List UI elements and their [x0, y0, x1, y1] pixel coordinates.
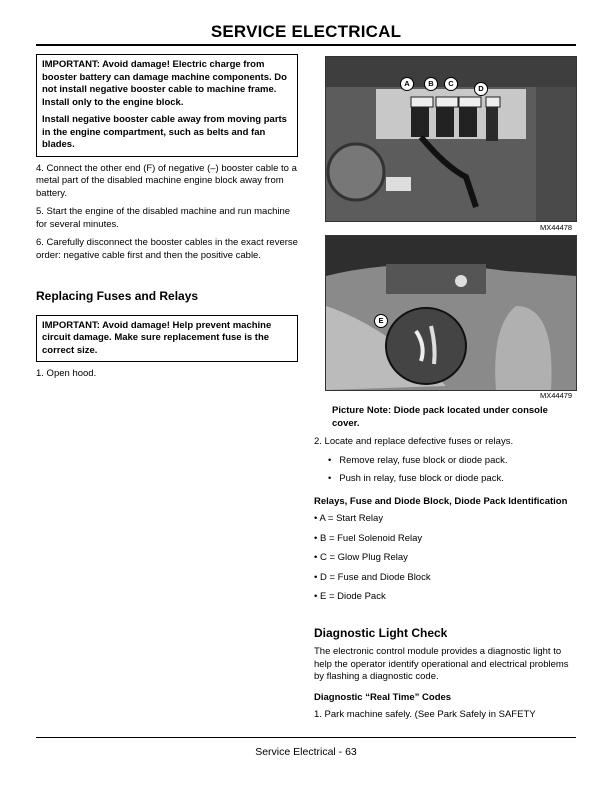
diode-photo — [325, 235, 577, 391]
step-4: 4. Connect the other end (F) of negative (–) booster cable to a metal part of the disabled machine engine block away from battery. — [36, 162, 297, 199]
photo2-caption: MX44479 — [540, 391, 573, 400]
diagnostic-heading: Diagnostic Light Check — [314, 625, 448, 640]
diode-photo-illustration — [326, 236, 576, 390]
callout-a: A — [400, 77, 414, 91]
footer-rule — [36, 737, 576, 738]
right-text-column — [314, 405, 576, 728]
step-6: 6. Carefully disconnect the booster cables in the exact reverse order: negative cable first and then the positive cable. — [36, 237, 298, 261]
relay-photo — [325, 56, 577, 222]
sub-bullet-2: • Push in relay, fuse block or diode pack. — [328, 473, 504, 484]
section-heading-fuses: Replacing Fuses and Relays — [36, 289, 199, 303]
identification-list — [314, 513, 576, 604]
callout-d: D — [474, 82, 488, 96]
diagnostic-text: The electronic control module provides a diagnostic light to help the operator identify operational and electrical problems by flashing a diagnostic code. — [314, 646, 569, 682]
step-1-open-hood: 1. Open hood. — [36, 368, 97, 379]
sub-bullet-1: • Remove relay, fuse block or diode pack. — [328, 454, 508, 466]
header-rule — [36, 44, 576, 46]
step-5: 5. Start the engine of the disabled machine and run machine for several minutes. — [36, 206, 291, 230]
important-text-2: Install negative booster cable away from moving parts in the engine compartment, such as belts and fan blades. — [42, 114, 287, 150]
important-box-booster — [36, 54, 298, 157]
codes-step-1: 1. Park machine safely. (See Park Safely in SAFETY — [314, 709, 536, 720]
list-item: • B = Fuel Solenoid Relay — [314, 532, 423, 544]
callout-c: C — [444, 77, 458, 91]
callout-b: B — [424, 77, 438, 91]
list-item: • E = Diode Pack — [314, 591, 386, 602]
photo1-caption: MX44478 — [540, 223, 573, 232]
callout-e: E — [374, 314, 388, 328]
codes-heading: Diagnostic “Real Time” Codes — [314, 691, 452, 703]
important-box-fuse — [36, 315, 298, 363]
page-footer: Service Electrical - 63 — [255, 746, 357, 758]
picture-note: Picture Note: Diode pack located under console cover. — [332, 405, 548, 429]
important-text-fuse: IMPORTANT: Avoid damage! Help prevent machine circuit damage. Make sure replacement fuse is the correct size. — [42, 319, 272, 356]
identification-heading: Relays, Fuse and Diode Block, Diode Pack Identification — [314, 495, 568, 507]
step-2: 2. Locate and replace defective fuses or relays. — [314, 436, 514, 447]
list-item: • D = Fuse and Diode Block — [314, 571, 431, 583]
page-title: SERVICE ELECTRICAL — [210, 22, 402, 41]
list-item: • C = Glow Plug Relay — [314, 552, 408, 563]
left-column — [36, 54, 298, 387]
list-item: • A = Start Relay — [314, 513, 384, 524]
important-text-1: IMPORTANT: Avoid damage! Electric charge from booster battery can damage machine components. Do not install negative booster cable to machine frame. Install only to the engine block. — [42, 59, 287, 108]
